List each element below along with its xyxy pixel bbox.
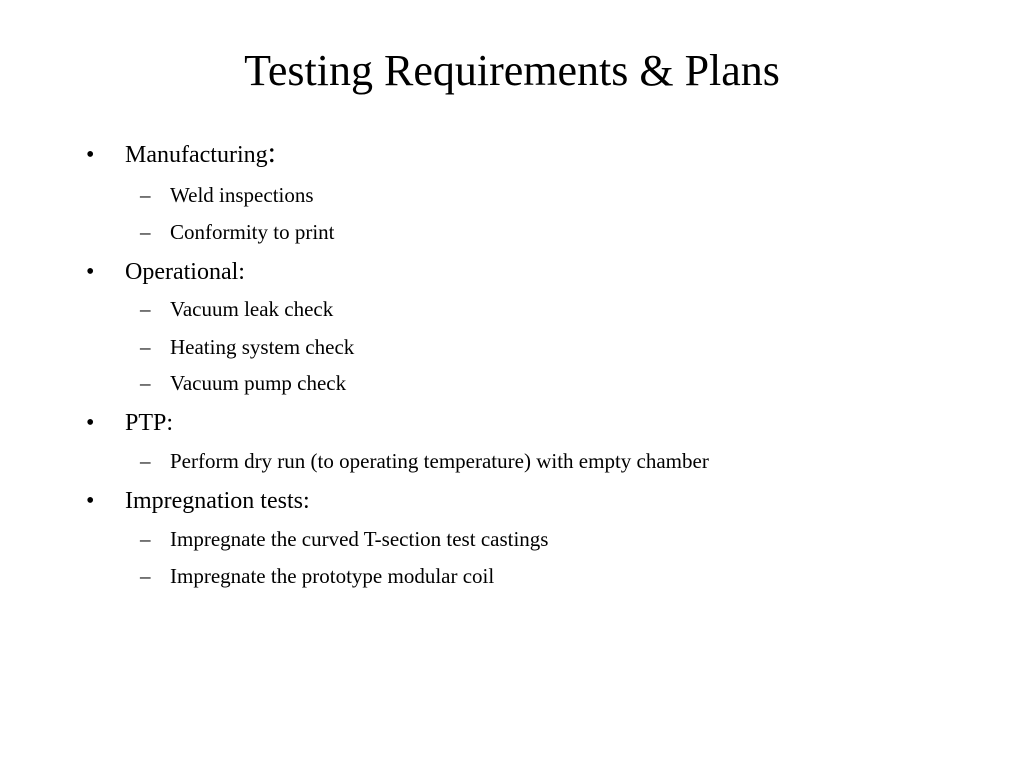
slide-title: Testing Requirements & Plans: [244, 46, 780, 95]
dash-glyph: –: [140, 527, 151, 551]
sub-bullet-label: Vacuum pump check: [170, 371, 347, 395]
bullet-label: Operational:: [125, 259, 245, 285]
bullet-glyph: •: [86, 142, 95, 168]
sub-bullet-label: Vacuum leak check: [170, 297, 334, 321]
dash-glyph: –: [140, 183, 151, 207]
bullet-label-suffix: :: [166, 410, 174, 436]
dash-glyph: –: [140, 449, 151, 473]
bullet-label-suffix: :: [267, 136, 276, 169]
dash-glyph: –: [140, 220, 151, 244]
bullet-label-text: PTP: [125, 410, 167, 436]
sub-bullet-label: Impregnate the curved T-section test castings: [170, 527, 549, 551]
bullet-label: Impregnation tests:: [125, 488, 310, 514]
dash-glyph: –: [140, 371, 151, 395]
bullet-glyph: •: [86, 488, 95, 514]
sub-bullet-label: Impregnate the prototype modular coil: [170, 564, 495, 588]
dash-glyph: –: [140, 297, 151, 321]
bullet-glyph: •: [86, 259, 95, 285]
bullet-label: [125, 136, 276, 170]
sub-bullet-label: Heating system check: [170, 335, 355, 359]
dash-glyph: –: [140, 335, 151, 359]
sub-bullet-label: Weld inspections: [170, 183, 314, 207]
dash-glyph: –: [140, 564, 151, 588]
bullet-label-text: Manufacturing: [125, 142, 268, 168]
sub-bullet-label: Perform dry run (to operating temperature) with empty chamber: [170, 449, 709, 473]
bullet-label: [125, 408, 173, 438]
sub-bullet-label: Conformity to print: [170, 220, 335, 244]
bullet-glyph: •: [86, 410, 95, 436]
